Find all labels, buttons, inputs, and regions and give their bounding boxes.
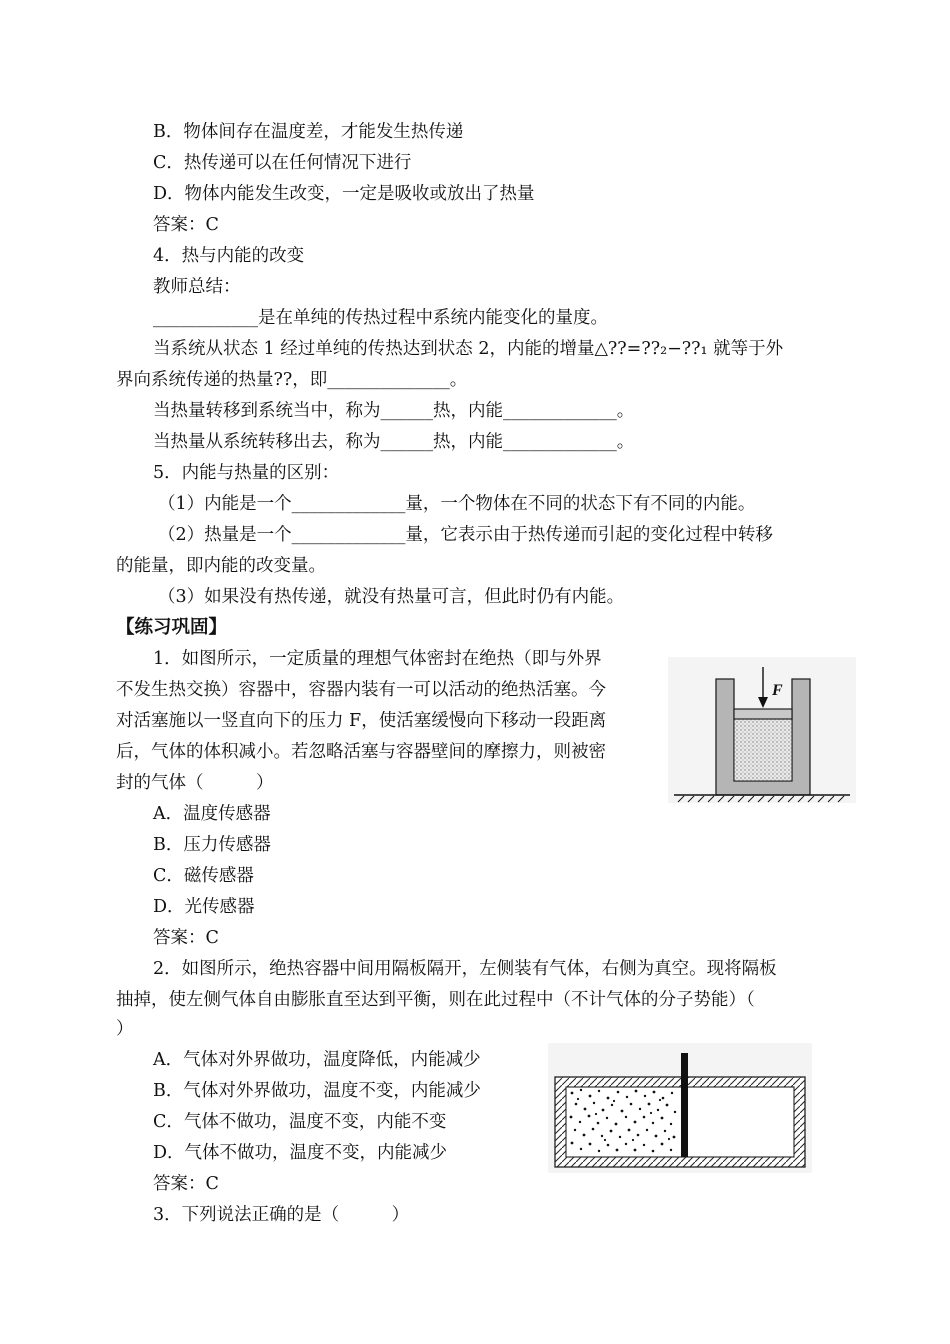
question-2-line: 抽掉，使左侧气体自由膨胀直至达到平衡，则在此过程中（不计气体的分子势能）（ (116, 990, 755, 1010)
partition (681, 1053, 688, 1157)
piston-cylinder-figure (668, 657, 856, 803)
section-title: 5．内能与热量的区别： (153, 463, 340, 483)
option-d: D．光传感器 (153, 897, 255, 917)
teacher-summary-label: 教师总结： (153, 277, 241, 297)
answer: 答案：C (153, 215, 219, 235)
question-2-line: ） (116, 1019, 134, 1039)
paragraph-line: （3）如果没有热传递，就没有热量可言，但此时仍有内能。 (158, 587, 625, 607)
option-c: C．磁传感器 (153, 866, 254, 886)
question-1-line: 对活塞施以一竖直向下的压力 F，使活塞缓慢向下移动一段距离 (116, 711, 607, 731)
piston (734, 709, 792, 719)
paragraph-line: 界向系统传递的热量??，即______________。 (116, 370, 468, 390)
option-a: A．气体对外界做功，温度降低，内能减少 (153, 1050, 481, 1070)
insulated-container-figure (548, 1043, 812, 1173)
paragraph-line: 当热量转移到系统当中，称为______热，内能_____________。 (153, 401, 635, 421)
question-1-line: 后，气体的体积减小。若忽略活塞与容器壁间的摩擦力，则被密 (116, 742, 606, 762)
paragraph-line: （1）内能是一个_____________量，一个物体在不同的状态下有不同的内能。 (158, 494, 756, 514)
option-a: A．温度传感器 (153, 804, 271, 824)
option-d: D．物体内能发生改变，一定是吸收或放出了热量 (153, 184, 535, 204)
option-b: B．物体间存在温度差，才能发生热传递 (153, 122, 464, 142)
option-d: D．气体不做功，温度不变，内能减少 (153, 1143, 448, 1163)
paragraph-line: 当系统从状态 1 经过单纯的传热达到状态 2，内能的增量△??=??₂−??₁ 就等于外 (153, 339, 784, 359)
question-1-line: 1．如图所示，一定质量的理想气体密封在绝热（即与外界 (153, 649, 602, 669)
paragraph-line: （2）热量是一个_____________量，它表示由于热传递而引起的变化过程中转移 (158, 525, 773, 545)
option-c: C．热传递可以在任何情况下进行 (153, 153, 412, 173)
force-label: F (772, 682, 783, 699)
paragraph-line: 当热量从系统转移出去，称为______热，内能_____________。 (153, 432, 635, 452)
question-1-line: 封的气体（ ） (116, 773, 274, 793)
gas-region (734, 719, 792, 781)
question-2-line: 2．如图所示，绝热容器中间用隔板隔开，左侧装有气体，右侧为真空。现将隔板 (153, 959, 777, 979)
paragraph-line: 的能量，即内能的改变量。 (116, 556, 326, 576)
answer: 答案：C (153, 928, 219, 948)
practice-heading: 【练习巩固】 (116, 617, 228, 638)
option-b: B．压力传感器 (153, 835, 271, 855)
question-1-line: 不发生热交换）容器中，容器内装有一可以活动的绝热活塞。今 (116, 680, 606, 700)
section-title: 4．热与内能的改变 (153, 246, 305, 266)
paragraph-line: ____________是在单纯的传热过程中系统内能变化的量度。 (153, 308, 608, 328)
option-c: C．气体不做功，温度不变，内能不变 (153, 1112, 447, 1132)
container-interior (566, 1087, 794, 1157)
question-3-line: 3．下列说法正确的是（ ） (153, 1205, 410, 1225)
answer: 答案：C (153, 1174, 219, 1194)
option-b: B．气体对外界做功，温度不变，内能减少 (153, 1081, 481, 1101)
